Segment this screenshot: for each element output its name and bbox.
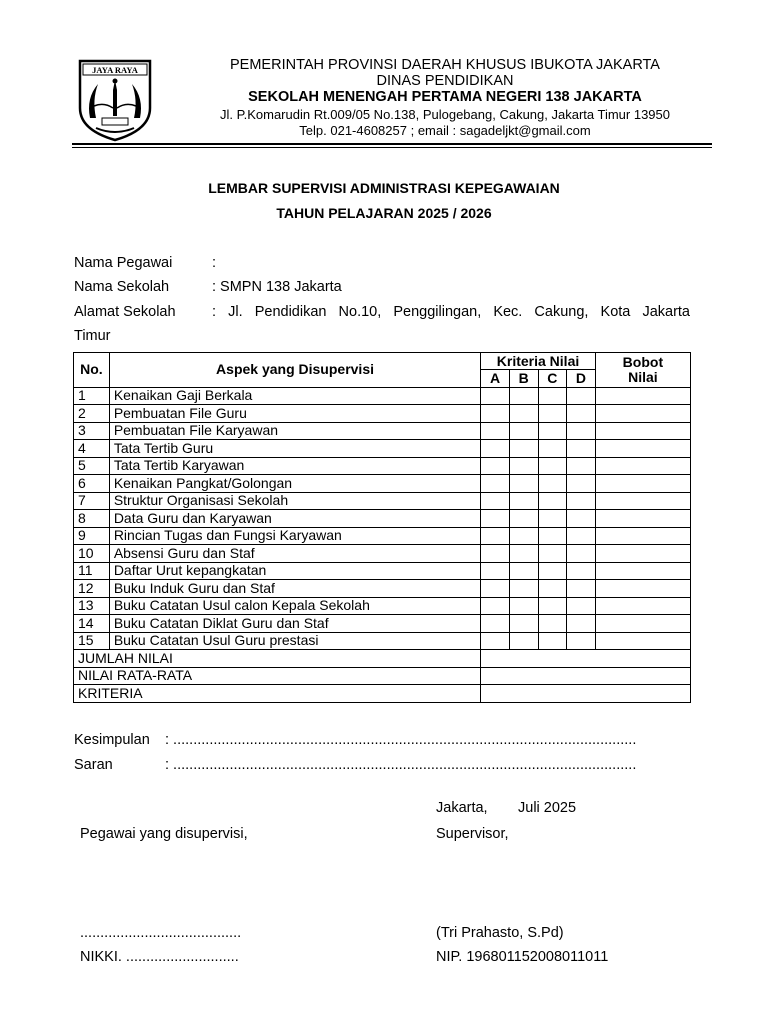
row-aspek: Kenaikan Pangkat/Golongan	[109, 475, 480, 493]
score-cell-c	[538, 457, 567, 475]
row-no: 10	[74, 545, 110, 563]
header-divider	[72, 143, 712, 145]
row-no: 5	[74, 457, 110, 475]
col-header-bobot-line2: Nilai	[628, 368, 658, 385]
col-header-b: B	[509, 370, 538, 388]
row-no: 1	[74, 387, 110, 405]
header-agency: DINAS PENDIDIKAN	[376, 73, 514, 89]
summary-label: JUMLAH NILAI	[74, 650, 481, 668]
summary-row	[74, 650, 691, 668]
score-cell-c	[538, 580, 567, 598]
header-school-name: SEKOLAH MENENGAH PERTAMA NEGERI 138 JAKARTA	[248, 89, 642, 105]
score-cell-a	[481, 527, 510, 545]
alamat-sekolah-cont: Timur	[74, 328, 111, 344]
score-cell-a	[481, 562, 510, 580]
score-cell-c	[538, 440, 567, 458]
score-cell-d	[567, 580, 596, 598]
row-aspek: Absensi Guru dan Staf	[109, 545, 480, 563]
bobot-cell	[595, 580, 690, 598]
score-cell-b	[509, 562, 538, 580]
header-divider-thin	[72, 147, 712, 148]
score-cell-b	[509, 475, 538, 493]
score-cell-b	[509, 387, 538, 405]
alamat-sekolah-value: : Jl. Pendidikan No.10, Penggilingan, Kec. Cakung, Kota Jakarta	[212, 304, 690, 320]
col-header-d: D	[567, 370, 596, 388]
score-cell-a	[481, 632, 510, 650]
score-cell-c	[538, 422, 567, 440]
score-cell-c	[538, 632, 567, 650]
score-cell-c	[538, 387, 567, 405]
row-aspek: Tata Tertib Guru	[109, 440, 480, 458]
row-aspek: Buku Catatan Usul Guru prestasi	[109, 632, 480, 650]
summary-row	[74, 667, 691, 685]
row-no: 12	[74, 580, 110, 598]
bobot-cell	[595, 422, 690, 440]
header-address: Jl. P.Komarudin Rt.009/05 No.138, Pulogebang, Cakung, Jakarta Timur 13950	[220, 107, 670, 122]
row-no: 2	[74, 405, 110, 423]
table-row	[74, 457, 691, 475]
logo-text: JAYA RAYA	[92, 65, 138, 75]
saran-label: Saran	[74, 757, 113, 773]
bobot-cell	[595, 440, 690, 458]
supervision-table	[73, 352, 691, 703]
bobot-cell	[595, 475, 690, 493]
score-cell-d	[567, 457, 596, 475]
table-row	[74, 405, 691, 423]
nama-pegawai-value: :	[212, 255, 217, 271]
row-aspek: Buku Induk Guru dan Staf	[109, 580, 480, 598]
table-row	[74, 475, 691, 493]
score-cell-b	[509, 457, 538, 475]
employee-nip-blank: NIKKI. ............................	[80, 949, 239, 965]
row-no: 14	[74, 615, 110, 633]
bobot-cell	[595, 632, 690, 650]
score-cell-d	[567, 632, 596, 650]
score-cell-d	[567, 597, 596, 615]
row-aspek: Tata Tertib Karyawan	[109, 457, 480, 475]
score-cell-d	[567, 615, 596, 633]
score-cell-a	[481, 405, 510, 423]
row-aspek: Daftar Urut kepangkatan	[109, 562, 480, 580]
employee-signature-title: Pegawai yang disupervisi,	[80, 826, 248, 842]
jakarta-coat-of-arms-logo	[76, 58, 154, 142]
score-cell-c	[538, 597, 567, 615]
bobot-cell	[595, 387, 690, 405]
row-aspek: Pembuatan File Karyawan	[109, 422, 480, 440]
score-cell-b	[509, 597, 538, 615]
score-cell-a	[481, 475, 510, 493]
table-row	[74, 440, 691, 458]
score-cell-c	[538, 492, 567, 510]
score-cell-b	[509, 632, 538, 650]
supervisor-signature-title: Supervisor,	[436, 826, 509, 842]
score-cell-d	[567, 440, 596, 458]
summary-value	[481, 667, 691, 685]
bobot-cell	[595, 562, 690, 580]
score-cell-a	[481, 440, 510, 458]
supervisor-nip: NIP. 196801152008011011	[436, 949, 609, 965]
kesimpulan-value: : ...................................................................................................................	[165, 732, 637, 748]
score-cell-a	[481, 422, 510, 440]
row-no: 13	[74, 597, 110, 615]
row-no: 11	[74, 562, 110, 580]
score-cell-c	[538, 475, 567, 493]
row-aspek: Rincian Tugas dan Fungsi Karyawan	[109, 527, 480, 545]
sign-date: Juli 2025	[518, 800, 577, 816]
table-row	[74, 632, 691, 650]
score-cell-d	[567, 510, 596, 528]
kesimpulan-label: Kesimpulan	[74, 732, 150, 748]
score-cell-b	[509, 580, 538, 598]
row-aspek: Struktur Organisasi Sekolah	[109, 492, 480, 510]
row-aspek: Buku Catatan Usul calon Kepala Sekolah	[109, 597, 480, 615]
score-cell-b	[509, 545, 538, 563]
score-cell-d	[567, 387, 596, 405]
row-aspek: Kenaikan Gaji Berkala	[109, 387, 480, 405]
score-cell-c	[538, 545, 567, 563]
row-aspek: Pembuatan File Guru	[109, 405, 480, 423]
row-no: 3	[74, 422, 110, 440]
col-header-aspek: Aspek yang Disupervisi	[109, 353, 480, 388]
row-no: 6	[74, 475, 110, 493]
score-cell-b	[509, 440, 538, 458]
employee-name-blank: ........................................	[80, 925, 242, 941]
score-cell-d	[567, 527, 596, 545]
score-cell-c	[538, 615, 567, 633]
nama-sekolah-label: Nama Sekolah	[74, 279, 170, 295]
score-cell-d	[567, 562, 596, 580]
col-header-kriteria: Kriteria Nilai	[481, 353, 596, 370]
summary-label: NILAI RATA-RATA	[74, 667, 481, 685]
table-row	[74, 597, 691, 615]
col-header-bobot-line1: Bobot	[622, 353, 664, 370]
score-cell-c	[538, 405, 567, 423]
col-header-bobot	[595, 353, 690, 388]
bobot-cell	[595, 545, 690, 563]
table-row	[74, 387, 691, 405]
score-cell-c	[538, 527, 567, 545]
score-cell-c	[538, 562, 567, 580]
summary-row	[74, 685, 691, 703]
table-row	[74, 580, 691, 598]
score-cell-b	[509, 615, 538, 633]
bobot-cell	[595, 615, 690, 633]
score-cell-d	[567, 475, 596, 493]
score-cell-a	[481, 492, 510, 510]
score-cell-a	[481, 597, 510, 615]
header-government: PEMERINTAH PROVINSI DAERAH KHUSUS IBUKOTA JAKARTA	[230, 57, 660, 73]
row-aspek: Data Guru dan Karyawan	[109, 510, 480, 528]
score-cell-d	[567, 545, 596, 563]
row-no: 9	[74, 527, 110, 545]
table-row	[74, 527, 691, 545]
bobot-cell	[595, 457, 690, 475]
table-row	[74, 492, 691, 510]
score-cell-a	[481, 580, 510, 598]
bobot-cell	[595, 492, 690, 510]
score-cell-a	[481, 387, 510, 405]
supervisor-name: (Tri Prahasto, S.Pd)	[436, 925, 564, 941]
nama-pegawai-label: Nama Pegawai	[74, 255, 173, 271]
header-contact: Telp. 021-4608257 ; email : sagadeljkt@gmail.com	[299, 123, 591, 138]
score-cell-c	[538, 510, 567, 528]
table-row	[74, 422, 691, 440]
sign-place: Jakarta,	[436, 800, 488, 816]
table-row	[74, 615, 691, 633]
row-no: 4	[74, 440, 110, 458]
bobot-cell	[595, 405, 690, 423]
document-title: LEMBAR SUPERVISI ADMINISTRASI KEPEGAWAIAN	[208, 180, 560, 196]
saran-value: : ...................................................................................................................	[165, 757, 637, 773]
summary-value	[481, 650, 691, 668]
row-no: 8	[74, 510, 110, 528]
score-cell-d	[567, 492, 596, 510]
row-no: 15	[74, 632, 110, 650]
row-no: 7	[74, 492, 110, 510]
table-row	[74, 545, 691, 563]
score-cell-a	[481, 510, 510, 528]
nama-sekolah-value: : SMPN 138 Jakarta	[212, 279, 342, 295]
bobot-cell	[595, 510, 690, 528]
score-cell-d	[567, 422, 596, 440]
table-row	[74, 562, 691, 580]
score-cell-b	[509, 422, 538, 440]
table-row	[74, 510, 691, 528]
bobot-cell	[595, 527, 690, 545]
alamat-sekolah-label: Alamat Sekolah	[74, 304, 176, 320]
score-cell-b	[509, 405, 538, 423]
col-header-c: C	[538, 370, 567, 388]
score-cell-d	[567, 405, 596, 423]
row-aspek: Buku Catatan Diklat Guru dan Staf	[109, 615, 480, 633]
document-subtitle: TAHUN PELAJARAN 2025 / 2026	[276, 205, 492, 221]
col-header-a: A	[481, 370, 510, 388]
bobot-cell	[595, 597, 690, 615]
col-header-no: No.	[74, 353, 110, 388]
summary-label: KRITERIA	[74, 685, 481, 703]
score-cell-b	[509, 492, 538, 510]
score-cell-a	[481, 545, 510, 563]
score-cell-b	[509, 527, 538, 545]
summary-value	[481, 685, 691, 703]
score-cell-a	[481, 457, 510, 475]
score-cell-a	[481, 615, 510, 633]
score-cell-b	[509, 510, 538, 528]
